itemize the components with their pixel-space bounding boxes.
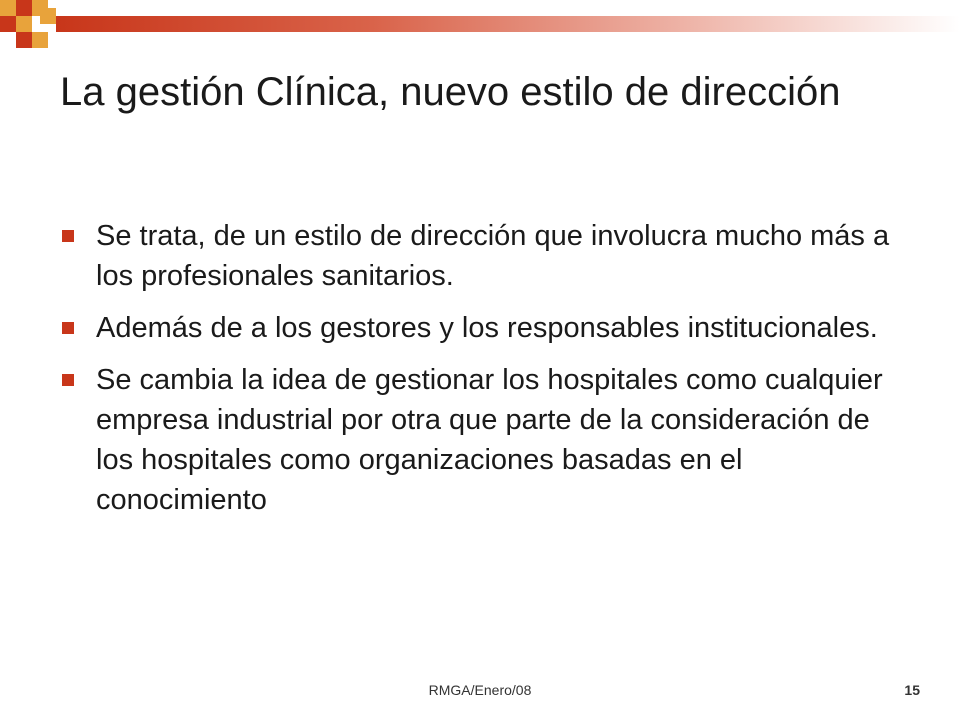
decorative-square (40, 8, 56, 24)
bullet-item (60, 360, 900, 520)
slide-title: La gestión Clínica, nuevo estilo de dirección (60, 70, 841, 114)
decorative-square (32, 32, 48, 48)
bullet-item (60, 308, 900, 348)
bullet-item (60, 216, 900, 296)
bullet-text: Se trata, de un estilo de dirección que involucra mucho más a los profesionales sanitarios. (96, 220, 890, 292)
header-gradient-bar (56, 16, 960, 32)
square-bullet-icon (62, 374, 74, 386)
bullet-text: Además de a los gestores y los responsables institucionales. (96, 312, 878, 344)
decorative-square (0, 0, 16, 16)
slide-number: 15 (904, 682, 920, 698)
bullet-list (60, 216, 900, 532)
bullet-text: Se cambia la idea de gestionar los hospitales como cualquier empresa industrial por otra que parte de la consideración de los hospitales como organizaciones basadas en el conocimiento (96, 364, 883, 516)
decorative-square (0, 16, 16, 32)
slide-footer (0, 682, 960, 702)
square-bullet-icon (62, 322, 74, 334)
decorative-square (16, 0, 32, 16)
footer-text: RMGA/Enero/08 (428, 682, 532, 698)
decorative-square (16, 32, 32, 48)
square-bullet-icon (62, 230, 74, 242)
decorative-square (16, 16, 32, 32)
